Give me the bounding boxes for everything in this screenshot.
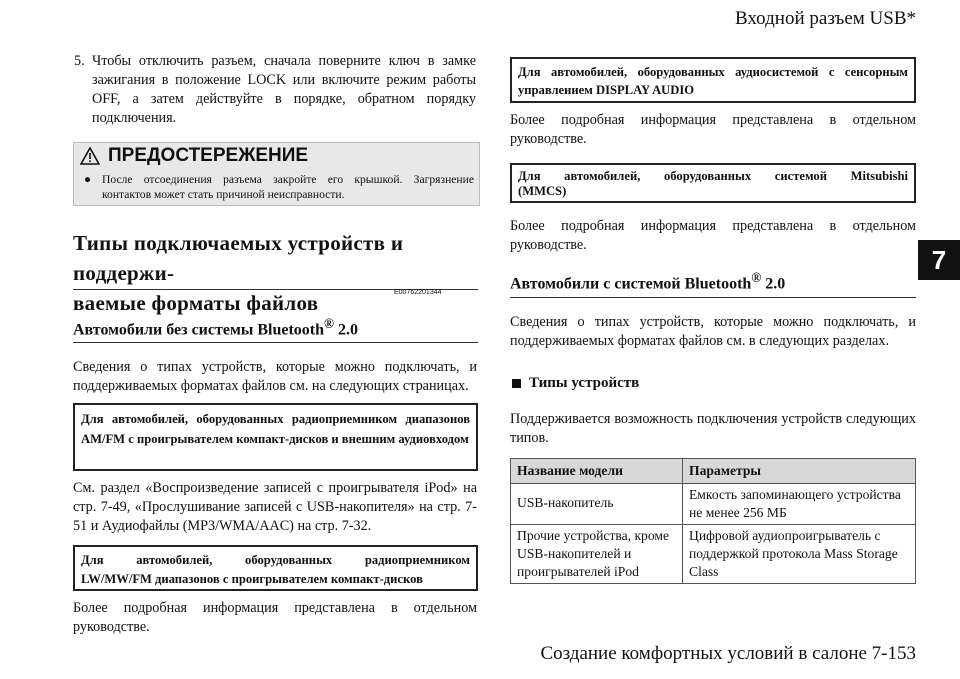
right-heading-rule: [510, 297, 916, 298]
subsection-title: Типы устройств: [529, 375, 640, 391]
page-header-title: Входной разъем USB*: [734, 8, 916, 29]
box-mmcs-line1: Для автомобилей, оборудованных системой Mitsubishi: [518, 169, 908, 183]
right-support-text: Поддерживается возможность подключения устройств следующих типов.: [510, 411, 916, 446]
step-5: [74, 52, 476, 128]
subsection-device-types: [512, 375, 639, 392]
box-display-audio: Для автомобилей, оборудованных аудиосистемой с сенсорным управлением DISPLAY AUDIO: [510, 57, 916, 103]
left-heading-tail: 2.0: [333, 321, 358, 339]
table-cell-params: Емкость запоминающего устройства не менее 256 МБ: [683, 484, 916, 525]
section-code: E00762201344: [394, 289, 442, 296]
right-more-info-1: Более подробная информация представлена в отдельном руководстве.: [510, 112, 916, 147]
right-more-info-2: Более подробная информация представлена в отдельном руководстве.: [510, 218, 916, 253]
right-heading: [510, 270, 785, 293]
box-lwmwfm-line2: LW/MW/FM диапазонов с проигрывателем компакт-дисков: [81, 572, 423, 586]
left-more-info: Более подробная информация представлена в отдельном руководстве.: [73, 600, 477, 635]
table-row: [511, 525, 916, 584]
section-title-line1: Типы подключаемых устройств и поддержи-: [73, 231, 404, 285]
step-text: Чтобы отключить разъем, сначала поверните ключ в замке зажигания в положение LOCK или включите режим работы OFF, а затем действуйте в порядке, обратном порядку подключения.: [92, 53, 476, 126]
left-heading-sup: ®: [324, 316, 334, 331]
table-header-params: Параметры: [683, 459, 916, 484]
left-heading-text: Автомобили без системы Bluetooth: [73, 321, 325, 339]
box-mmcs: [510, 163, 916, 203]
page-footer: Создание комфортных условий в салоне 7-153: [540, 643, 916, 664]
right-heading-tail: 2.0: [761, 275, 786, 293]
section-title: [73, 228, 477, 318]
box-mmcs-line2: (MMCS): [518, 184, 567, 198]
right-heading-text: Автомобили с системой Bluetooth: [510, 275, 752, 293]
caution-box: [73, 142, 480, 206]
table-header-row: [511, 459, 916, 484]
table-cell-model: Прочие устройства, кроме USB-накопителей и проигрывателей iPod: [511, 525, 683, 584]
caution-text: После отсоединения разъема закройте его крышкой. Загрязнение контактов может стать причиной неисправности.: [102, 173, 474, 201]
box-lwmwfm: [73, 545, 478, 591]
table-header-model: Название модели: [511, 459, 683, 484]
table-cell-model: USB-накопитель: [511, 484, 683, 525]
caution-title: ПРЕДОСТЕРЕЖЕНИЕ: [108, 145, 309, 166]
right-intro: Сведения о типах устройств, которые можно подключать, и поддерживаемых форматах файлов см. в следующих разделах.: [510, 314, 916, 349]
caution-header: [80, 145, 308, 167]
table-row: [511, 484, 916, 525]
section-title-line2: ваемые форматы файлов: [73, 291, 319, 315]
device-types-table: [510, 458, 916, 584]
caution-bullet: [84, 172, 474, 202]
left-see-pages: См. раздел «Воспроизведение записей с проигрывателя iPod» на стр. 7-49, «Прослушивание записей с USB-накопителя» на стр. 7-51 и Аудиофайлы (MP3/WMA/AAC) на стр. 7-32.: [73, 480, 477, 534]
bullet-dot-icon: ●: [84, 173, 92, 186]
left-intro: Сведения о типах устройств, которые можно подключать, и поддерживаемых форматах файлов см. на следующих страницах.: [73, 359, 477, 394]
chapter-tab: 7: [918, 240, 960, 280]
box-amfm: Для автомобилей, оборудованных радиоприемником диапазонов AM/FM с проигрывателем компакт-дисков и внешним аудиовходом: [73, 403, 478, 471]
step-number: 5.: [74, 53, 85, 69]
left-heading: [73, 316, 358, 339]
table-cell-params: Цифровой аудиопроигрыватель с поддержкой протокола Mass Storage Class: [683, 525, 916, 584]
square-bullet-icon: [512, 379, 521, 388]
right-heading-sup: ®: [751, 270, 762, 285]
warning-triangle-icon: [80, 147, 100, 165]
box-lwmwfm-line1: Для автомобилей, оборудованных радиоприемником: [81, 553, 470, 567]
left-heading-rule: [73, 342, 478, 343]
